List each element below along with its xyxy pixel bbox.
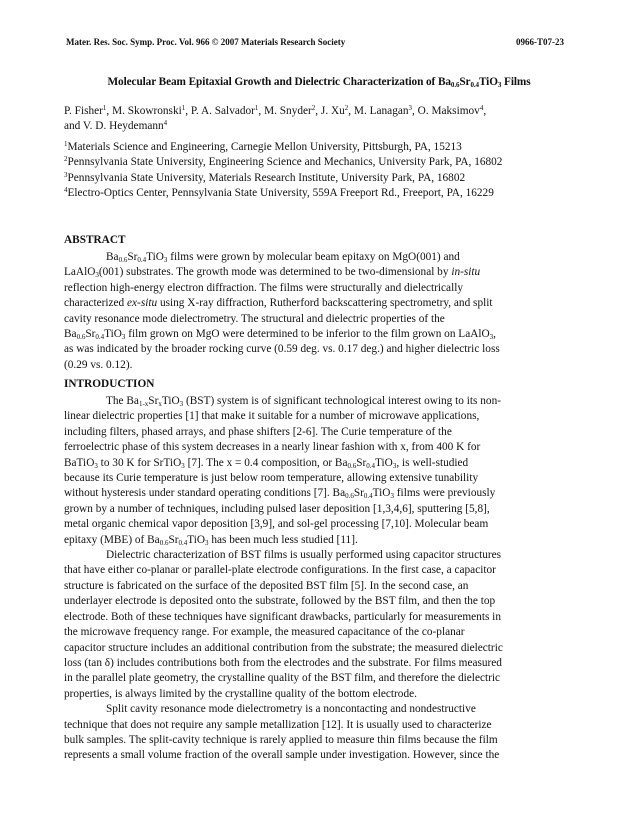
author-list: P. Fisher$^1$, M. Skowronski$^1$, P. A. Salvador$^1$, M. Snyder$^2$, J. Xu$^2$, M. Lanagan$^3$, O. Maksimov$^4$, and V. D. Heydemann$^4$ [64,104,487,133]
paper-title: Molecular Beam Epitaxial Growth and Dielectric Characterization of $Ba_{0.6}Sr_{0.4}TiO_3$ Films [107,76,531,89]
affiliation-item: $^3$Pennsylvania State University, Materials Research Institute, University Park, PA, 16802 [64,170,466,184]
affiliation-item: $^2$Pennsylvania State University, Engineering Science and Mechanics, University Park, PA, 16802 [64,155,503,169]
abstract-heading: ABSTRACT [64,234,126,246]
affiliation-item: $^4$Electro-Optics Center, Pennsylvania State University, 559A Freeport Rd., Freeport, PA, 16229 [64,186,494,200]
running-header-right: 0966-T07-23 [516,37,564,47]
running-header-left: Mater. Res. Soc. Symp. Proc. Vol. 966 © 2007 Materials Research Society [66,37,346,47]
introduction-heading: INTRODUCTION [64,378,155,390]
introduction-body: The $Ba_{1-x}Sr_xTiO_3$ (BST) system is of significant technological interest owing to its non- linear dielectric properties [1] that make it suitable for a number of microwave applications, including filters, phased arrays, and phase shifters [2-6]. The Curie temperature of the ferroelectric phase of this system decreases in a nearly linear fashion with x, from 400 K for BaTiO$_3$ to 30 K for SrTiO$_3$ [7]. The x = 0.4 composition, or $Ba_{0.6}Sr_{0.4}TiO_3$, is well-studied because its Curie temperature is just below room temperature, allowing extensive tunability without hysteresis under standard operating conditions [7]. $Ba_{0.6}Sr_{0.4}TiO_3$ films were previously grown by a number of techniques, including pulsed laser deposition [1,3,4,6], sputtering [5,8], metal organic chemical vapor deposition [3,9], and sol-gel processing [7,10]. Molecular beam epitaxy (MBE) of $Ba_{0.6}Sr_{0.4}TiO_3$ has been much less studied [11]. Dielectric characterization of BST films is usually performed using capacitor structures that have either co-planar or parallel-plate electrode configurations. In the first case, a capacitor structure is fabricated on the surface of the deposited BST film [5]. In the second case, an underlayer electrode is deposited onto the substrate, followed by the BST film, and then the top electrode. Both of these techniques have significant drawbacks, particularly for measurements in the microwave frequency range. For example, the measured capacitance of the co-planar capacitor structure includes an additional contribution from the substrate; the measured dielectric loss (tan δ) includes contributions both from the electrodes and the substrate. For films measured in the parallel plate geometry, the crystalline quality of the BST film, and therefore the dielectric properties, is always limited by the crystalline quality of the bottom electrode. Split cavity resonance mode dielectrometry is a noncontacting and nondestructive technique that does not require any sample metallization [12]. It is usually used to characterize bulk samples. The split-cavity technique is rarely applied to measure thin films because the film represents a small volume fraction of the overall sample under investigation. However, since the [64,395,503,762]
affiliation-list [64,140,574,202]
affiliation-item: $^1$Materials Science and Engineering, Carnegie Mellon University, Pittsburgh, PA, 15213 [64,140,462,153]
abstract-body: $Ba_{0.6}Sr_{0.4}TiO_3$ films were grown by molecular beam epitaxy on MgO(001) and LaAlO$_3$(001) substrates. The growth mode was determined to be two-dimensional by in-situ reflection high-energy electron diffraction. The films were structurally and dielectrically characterized ex-situ using X-ray diffraction, Rutherford backscattering spectrometry, and split cavity resonance mode dielectrometry. The structural and dielectric properties of the $Ba_{0.6}Sr_{0.4}TiO_3$ film grown on MgO were determined to be inferior to the film grown on LaAlO$_3$, as was indicated by the broader rocking curve (0.59 deg. vs. 0.17 deg.) and higher dielectric loss (0.29 vs. 0.12). [64,251,500,371]
